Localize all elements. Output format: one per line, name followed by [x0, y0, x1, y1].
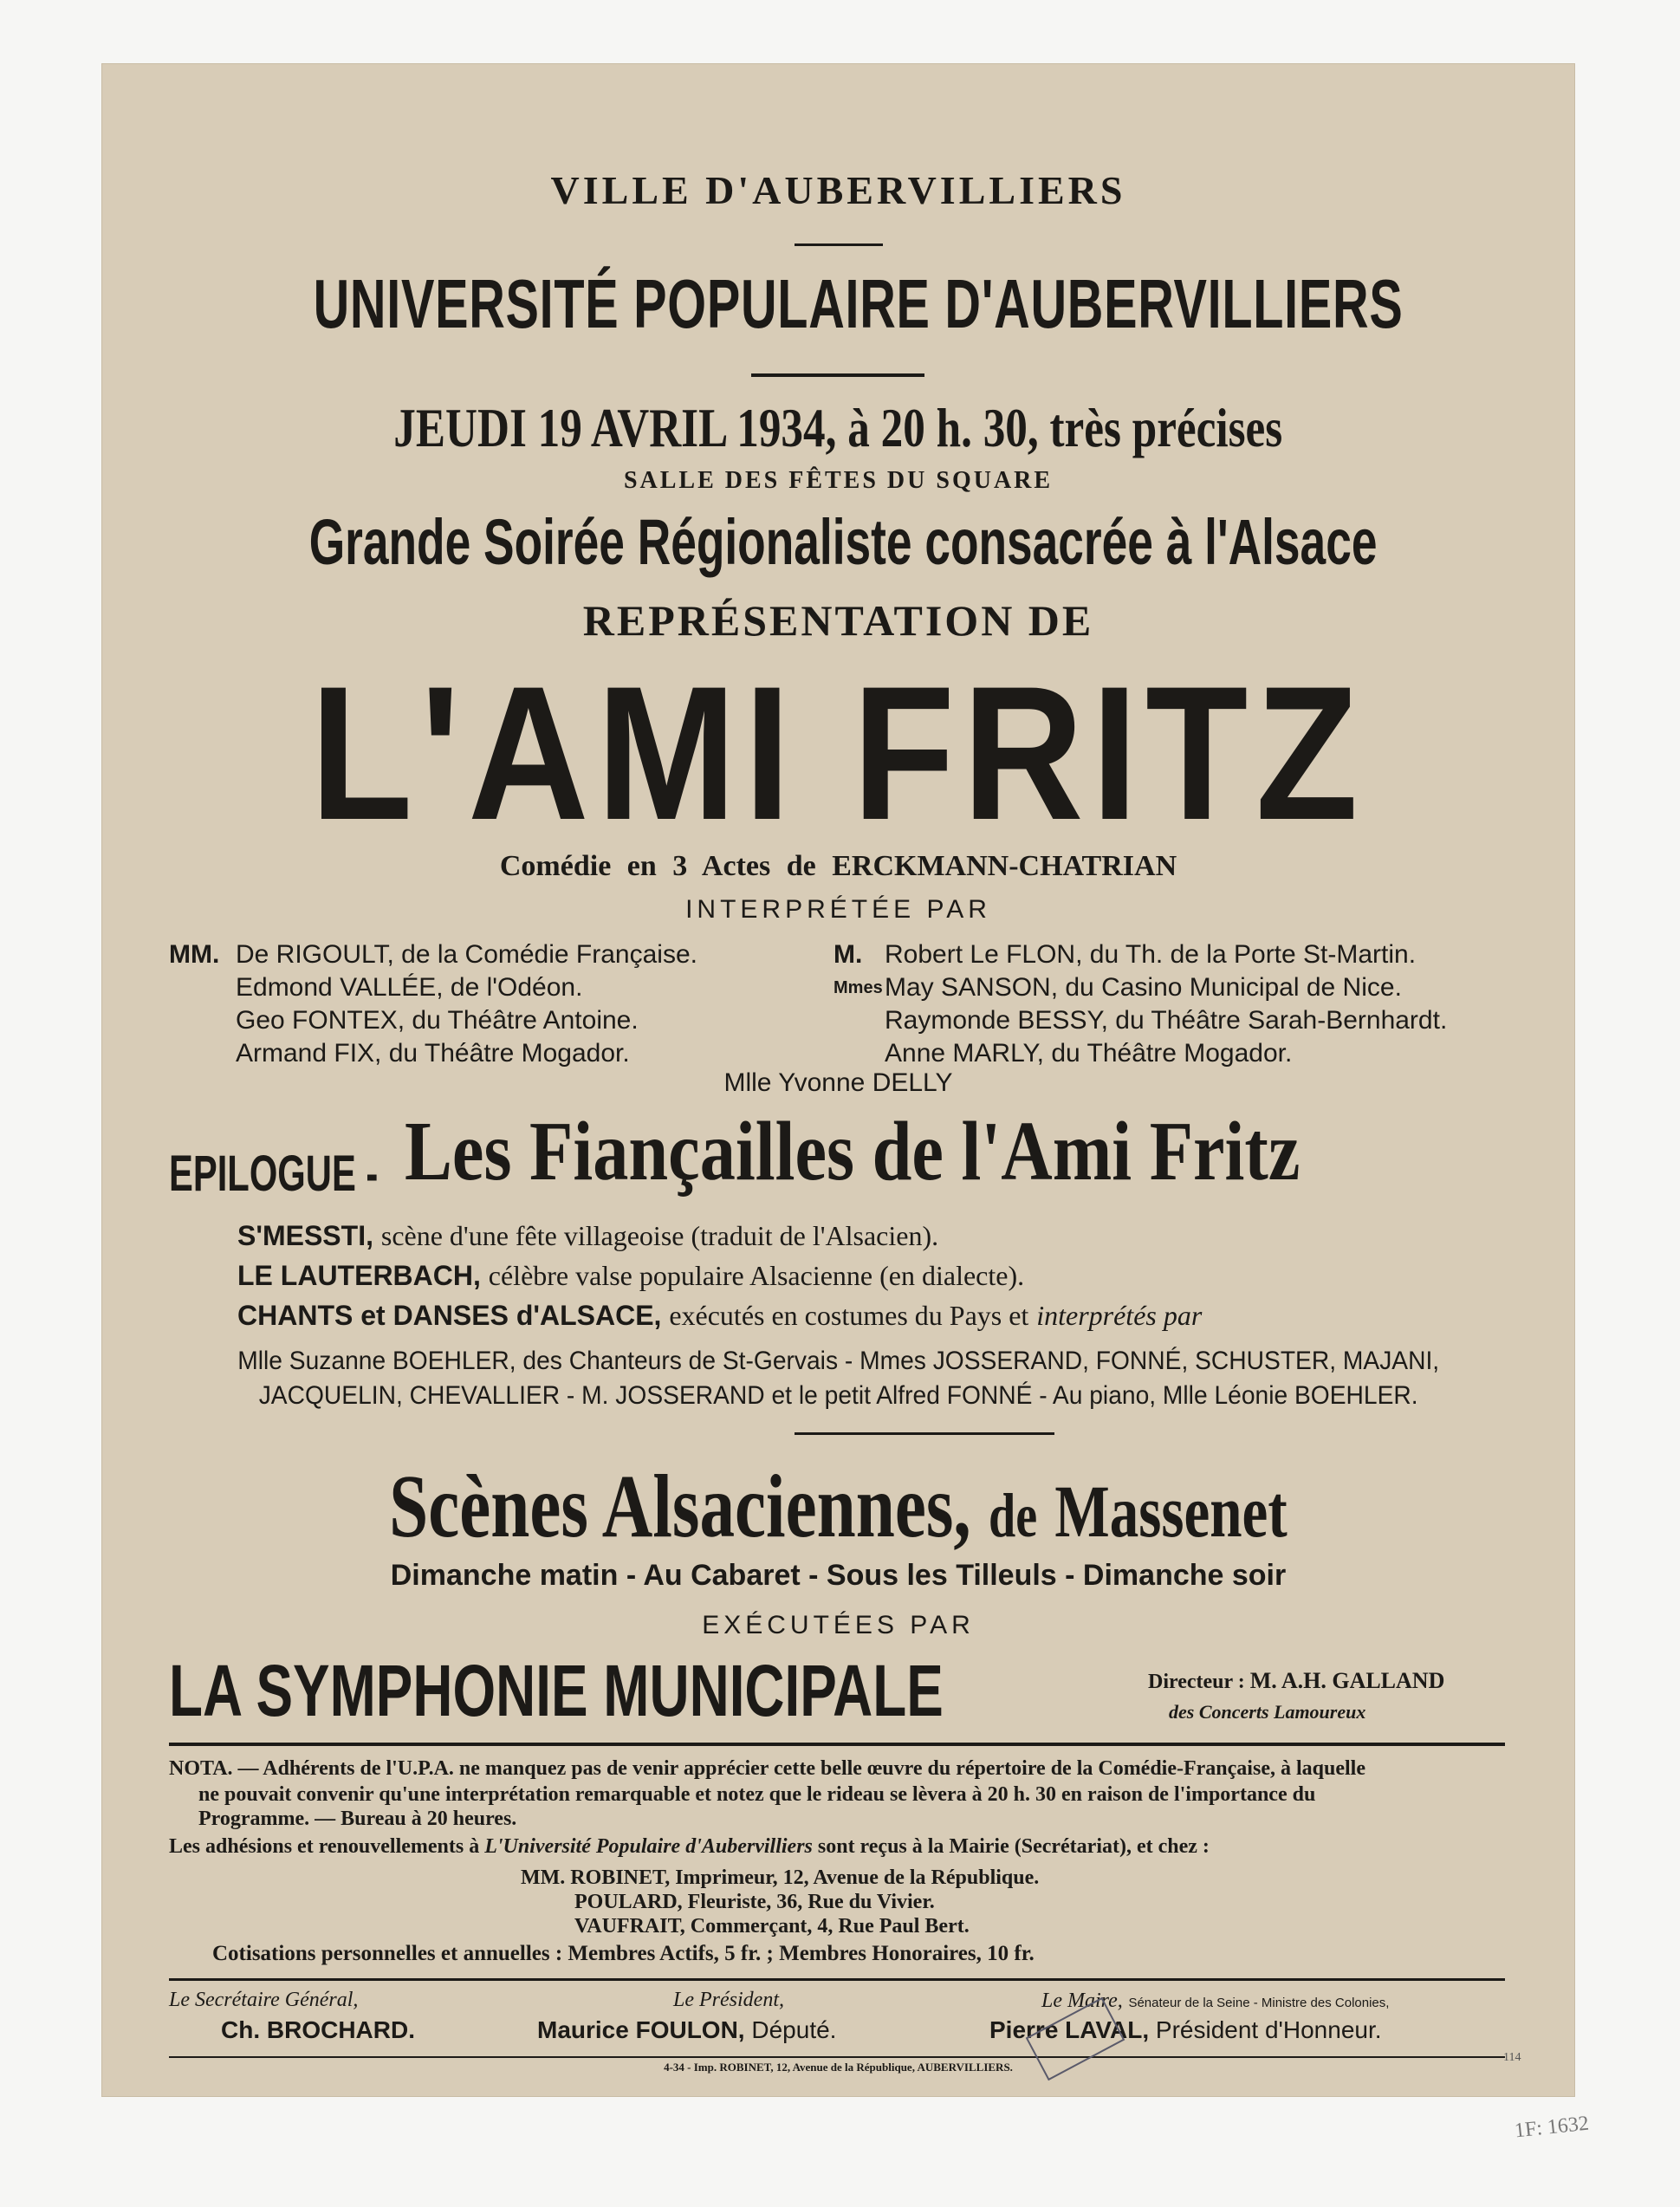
performers-line — [101, 1379, 1575, 1413]
director-name: M. A.H. GALLAND — [1249, 1668, 1445, 1693]
cast-prefix: Mmes — [834, 978, 883, 997]
comedie-text: Comédie en — [499, 850, 657, 882]
soiree-heading — [101, 505, 1575, 579]
epilogue-items — [237, 1216, 1202, 1335]
director-label: Directeur : — [1148, 1671, 1245, 1693]
poster — [101, 63, 1575, 2097]
performers-text: Mlle Suzanne BOEHLER, des Chanteurs de St-Gervais - Mmes JOSSERAND, FONNÉ, SCHUSTER, MAJANI, — [237, 1347, 1439, 1375]
cast-prefix: MM. — [169, 940, 220, 969]
play-title-text: L'AMI FRITZ — [310, 646, 1366, 860]
cast-member: May SANSON, du Casino Municipal de Nice. — [885, 973, 1402, 1002]
divider — [169, 2056, 1505, 2058]
item-desc: exécutés en costumes du Pays et — [669, 1300, 1029, 1331]
shop-line: MM. ROBINET, Imprimeur, 12, Avenue de la République. — [521, 1866, 1040, 1889]
imprint: 4-34 - Imp. ROBINET, 12, Avenue de la République, AUBERVILLIERS. — [664, 2061, 1013, 2074]
performers — [101, 1344, 1575, 1413]
performers-text: JACQUELIN, CHEVALLIER - M. JOSSERAND et le petit Alfred FONNÉ - Au piano, Mlle Léonie BOEHLER. — [258, 1381, 1418, 1410]
nota-line: Programme. — Bureau à 20 heures. — [198, 1808, 517, 1830]
massenet-title-b: de — [989, 1481, 1038, 1550]
executed-by: EXÉCUTÉES PAR — [702, 1611, 975, 1639]
cast-member: Armand FIX, du Théâtre Mogador. — [236, 1039, 630, 1068]
event-date-text: JEUDI 19 AVRIL 1934, à 20 h. 30, très précises — [393, 397, 1283, 458]
authors: ERCKMANN-CHATRIAN — [832, 850, 1177, 882]
list-item — [237, 1256, 1202, 1295]
director — [1148, 1668, 1444, 1694]
director-sub: des Concerts Lamoureux — [1169, 1701, 1366, 1723]
divider — [169, 1978, 1505, 1981]
divider — [751, 373, 924, 377]
university-text: UNIVERSITÉ POPULAIRE D'AUBERVILLIERS — [313, 265, 1404, 342]
divider — [169, 1743, 1505, 1746]
item-italic: interprétés par — [1036, 1300, 1203, 1331]
item-desc: scène d'une fête villageoise (traduit de l'Alsacien). — [380, 1220, 939, 1251]
secretary-title: Le Secrétaire Général, — [169, 1989, 359, 2011]
right-margin-code: 114 — [1503, 2051, 1521, 2064]
cast-member: Geo FONTEX, du Théâtre Antoine. — [236, 1006, 639, 1035]
orchestra-name — [169, 1649, 1188, 1733]
item-desc: célèbre valse populaire Alsacienne (en dialecte). — [488, 1260, 1025, 1291]
massenet-movements: Dimanche matin - Au Cabaret - Sous les Tilleuls - Dimanche soir — [390, 1559, 1287, 1592]
item-name: CHANTS et DANSES d'ALSACE, — [237, 1300, 662, 1331]
president-name: Maurice FOULON, — [537, 2016, 745, 2043]
list-item — [237, 1216, 1202, 1256]
epilogue-title — [405, 1103, 1470, 1200]
nota-italic: L'Université Populaire d'Aubervilliers — [484, 1835, 813, 1858]
shop-line: POULARD, Fleuriste, 36, Rue du Vivier. — [574, 1891, 935, 1913]
interpreted-by: INTERPRÉTÉE PAR — [685, 895, 991, 924]
president-signature — [537, 2016, 836, 2044]
secretary-name: Ch. BROCHARD. — [221, 2016, 415, 2043]
massenet-title — [101, 1455, 1575, 1558]
representation-heading: REPRÉSENTATION DE — [582, 596, 1094, 645]
cast-member: Edmond VALLÉE, de l'Odéon. — [236, 973, 583, 1002]
event-date — [101, 396, 1575, 460]
nota-text: sont reçus à la Mairie (Secrétariat), et chez : — [817, 1835, 1210, 1858]
divider — [795, 1432, 1054, 1435]
divider — [795, 243, 883, 246]
comedie-line — [101, 850, 1575, 883]
president-role: Député. — [751, 2016, 837, 2043]
orchestra-text: LA SYMPHONIE MUNICIPALE — [169, 1650, 944, 1731]
play-title — [101, 646, 1575, 860]
item-name: LE LAUTERBACH, — [237, 1260, 481, 1291]
maire-role: Président d'Honneur. — [1155, 2016, 1382, 2043]
performers-line — [101, 1344, 1575, 1379]
maire-title: Le Maire, — [1041, 1990, 1123, 2012]
comedie-text: Actes de — [701, 850, 816, 882]
epilogue-label-text: EPILOGUE - — [169, 1146, 379, 1202]
list-item — [237, 1295, 1202, 1335]
university-heading — [101, 264, 1575, 344]
cast-left — [236, 938, 697, 1070]
epilogue-title-text: Les Fiançailles de l'Ami Fritz — [405, 1105, 1301, 1198]
shop-line: VAUFRAIT, Commerçant, 4, Rue Paul Bert. — [574, 1915, 970, 1938]
nota-line — [169, 1834, 1210, 1859]
massenet-title-a: Scènes Alsaciennes, — [389, 1457, 971, 1556]
maire-name: Pierre LAVAL, — [989, 2016, 1150, 2043]
maire-sub: Sénateur de la Seine - Ministre des Colonies, — [1128, 1996, 1390, 2010]
cast-member: Raymonde BESSY, du Théâtre Sarah-Bernhardt. — [885, 1006, 1448, 1035]
acts-count: 3 — [672, 850, 688, 882]
cast-right — [885, 938, 1447, 1070]
cast-member: Anne MARLY, du Théâtre Mogador. — [885, 1039, 1293, 1068]
item-name: S'MESSTI, — [237, 1220, 373, 1251]
cast-member: Robert Le FLON, du Th. de la Porte St-Martin. — [885, 940, 1417, 969]
fees-line: Cotisations personnelles et annuelles : Membres Actifs, 5 fr. ; Membres Honoraires, 10 fr. — [212, 1942, 1035, 1965]
cast-prefix: M. — [834, 940, 863, 969]
catalog-mark: 1F: 1632 — [1513, 2112, 1591, 2143]
soiree-text: Grande Soirée Régionaliste consacrée à l'Alsace — [308, 506, 1378, 578]
nota-text: Les adhésions et renouvellements à — [169, 1835, 480, 1858]
nota-line: ne pouvait convenir qu'une interprétation remarquable et notez que le rideau se lèvera à 20 h. 30 en raison de l'importance du — [198, 1783, 1316, 1806]
nota-line: NOTA. — Adhérents de l'U.P.A. ne manquez pas de venir apprécier cette belle œuvre du répertoire de la Comédie-Française, à laquelle — [169, 1757, 1365, 1780]
massenet-title-c: Massenet — [1054, 1470, 1288, 1553]
cast-member: De RIGOULT, de la Comédie Française. — [236, 940, 697, 969]
venue: SALLE DES FÊTES DU SQUARE — [623, 467, 1054, 494]
city-heading: VILLE D'AUBERVILLIERS — [550, 168, 1126, 212]
cast-center: Mlle Yvonne DELLY — [723, 1068, 953, 1097]
president-title: Le Président, — [673, 1989, 784, 2011]
